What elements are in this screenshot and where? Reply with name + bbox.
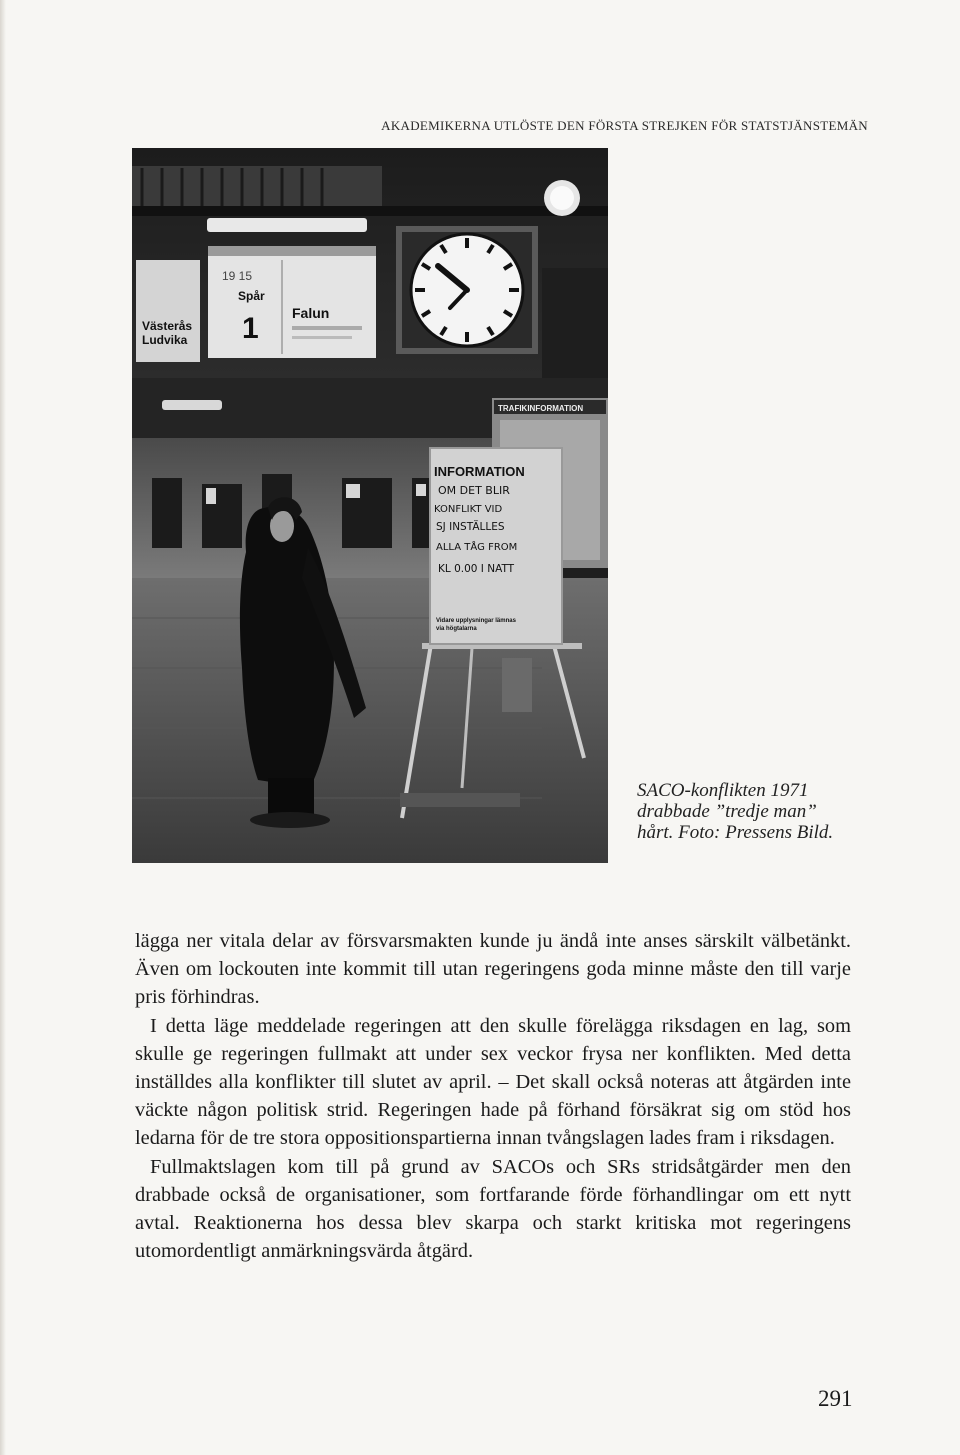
waste-bin xyxy=(502,658,532,712)
strike-information-sign xyxy=(430,448,562,644)
beam xyxy=(132,206,608,216)
ceiling-light xyxy=(207,218,367,232)
svg-text:Falun: Falun xyxy=(292,305,330,321)
svg-text:KL 0.00 I NATT: KL 0.00 I NATT xyxy=(438,563,515,575)
balcony xyxy=(132,166,382,206)
body-text xyxy=(135,927,851,1265)
departure-board-left xyxy=(136,260,200,362)
running-header: AKADEMIKERNA UTLÖSTE DEN FÖRSTA STREJKEN FÖR STATSTJÄNSTEMÄN xyxy=(381,118,868,133)
svg-text:SJ INSTÄLLES: SJ INSTÄLLES xyxy=(436,521,505,533)
svg-text:TRAFIKINFORMATION: TRAFIKINFORMATION xyxy=(498,404,584,413)
ceiling-light xyxy=(162,400,222,410)
paragraph: Fullmaktslagen kom till på grund av SACOs och SRs stridsåtgärder men den drabbade också de organisationer, som fortfarande förde förhandlingar om ett nytt avtal. Reaktionerna hos dessa blev skarpa och starkt kritiska mot regeringens utomordentligt anmärkningsvärda åtgärd. xyxy=(135,1155,851,1263)
svg-text:ALLA TÅG FROM: ALLA TÅG FROM xyxy=(436,542,518,553)
svg-text:via högtalarna: via högtalarna xyxy=(436,626,477,632)
departure-board-middle xyxy=(208,246,376,358)
svg-text:KONFLIKT VID: KONFLIKT VID xyxy=(434,504,503,515)
page-edge-shadow xyxy=(0,0,6,1455)
svg-text:Vidare upplysningar lämnas: Vidare upplysningar lämnas xyxy=(436,618,516,624)
paragraph: lägga ner vitala delar av försvarsmakten kunde ju ändå inte anses särskilt välbetänkt. Även om lockouten inte kommit till utan regeringens goda minne måste den till varje pris förhindras. xyxy=(135,930,851,1009)
svg-text:1: 1 xyxy=(242,312,259,345)
station-photo xyxy=(132,148,608,863)
svg-text:Västerås: Västerås xyxy=(142,319,193,333)
svg-text:Spår: Spår xyxy=(238,289,265,303)
svg-text:19 15: 19 15 xyxy=(222,269,253,283)
svg-text:INFORMATION: INFORMATION xyxy=(434,464,525,479)
page-number: 291 xyxy=(818,1386,853,1411)
paragraph: I detta läge meddelade regeringen att den skulle förelägga riksdagen en lag, som skulle ge regeringen fullmakt att under sex veckor frysa ner konflikten. Med detta inställdes alla konflikter till slutet av april. – Det skall också noteras att åtgärden inte väckte någon politisk strid. Regeringen hade på förhand försäkrat sig om stöd hos ledarna för de tre stora oppositionspartierna innan tvångslagen lades fram i riksdagen. xyxy=(135,1014,851,1150)
svg-text:OM DET BLIR: OM DET BLIR xyxy=(438,484,510,497)
photo-caption: SACO-konflikten 1971 drabbade ”tredje man” hårt. Foto: Pressens Bild. xyxy=(637,780,834,843)
station-clock xyxy=(396,226,538,354)
svg-text:Ludvika: Ludvika xyxy=(142,333,188,347)
